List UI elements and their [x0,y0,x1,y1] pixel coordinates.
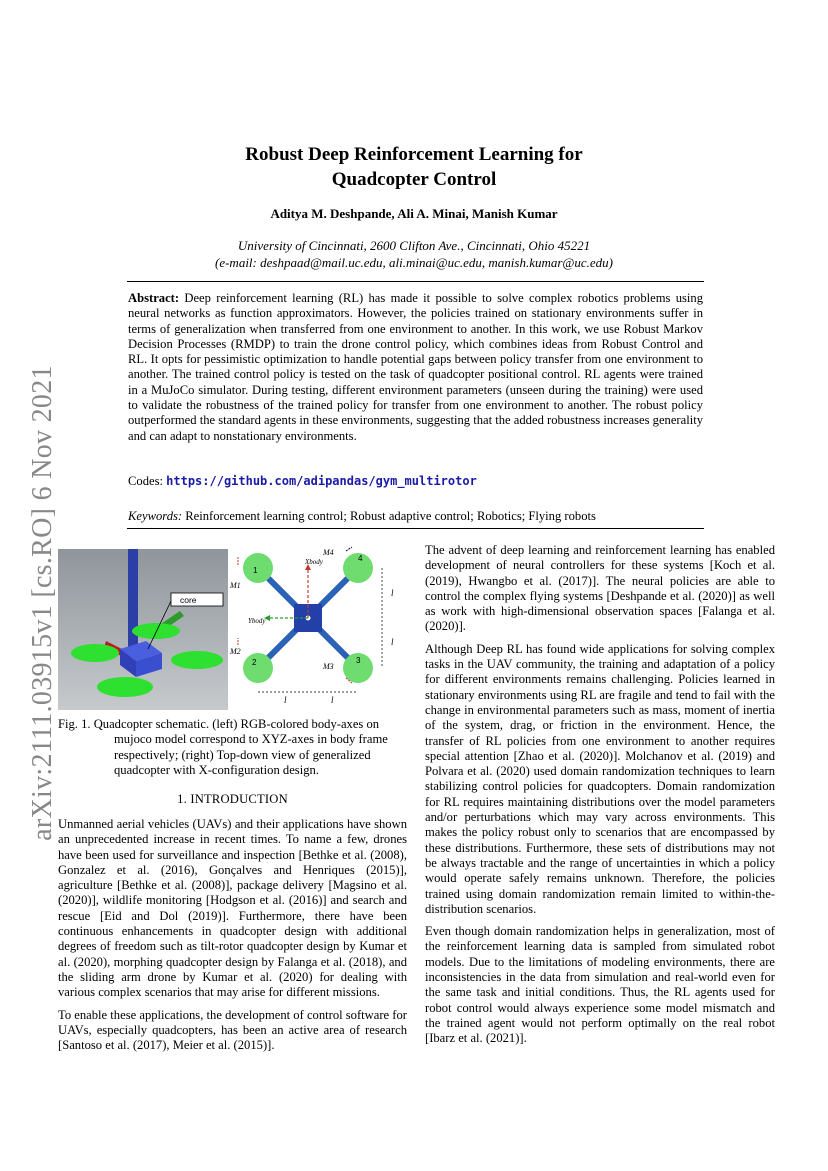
rotor-2 [243,653,273,683]
rotor-front-right [171,651,223,669]
github-link[interactable]: https://github.com/adipandas/gym_multirotor [166,474,477,488]
author-list: Aditya M. Deshpande, Ali A. Minai, Manish Kumar [270,206,558,221]
abstract [128,291,703,444]
title-line-1: Robust Deep Reinforcement Learning for [245,144,583,165]
rotor-number-4: 4 [358,554,363,563]
rotor-back-right [132,623,180,639]
left-column [58,817,407,1060]
rotor-number-3: 3 [356,656,361,665]
email-list: (e-mail: deshpaad@mail.uc.edu, ali.minai@uc.edu, manish.kumar@uc.edu) [215,255,613,270]
motor-label-m1: M1 [230,581,241,590]
length-label-right: l [331,695,334,705]
right-paragraph-2: Although Deep RL has found wide applications for solving complex tasks in the UAV community, the training and adaptation of a policy for different environments remains challenging. Policies learned in stationary environments using RL are fragile and tend to fail with the change in environmental parameters such as mass, moment of inertia of the system, drag, or friction in the environment. Hence, the transfer of RL policies from one environment to another requires special attention [Zhao et al. (2020)]. Molchanov et al. (2019) and Polvara et al. (2020) used domain randomization techniques to learn stabilizing control policies for quadcopters. Domain randomization for RL requires maintaining distributions over the model parameters and/or perturbations which may vary across environments. This makes the policy robust only to scenarios that are encompassed by these distributions. Furthermore, these sets of distributions may not be always tractable and the range of uncertainties in which a policy would operate safely remains unknown. Therefore, the policies trained using domain randomization remain limited to within-the-distribution scenarios. [425,641,775,916]
rotor-number-2: 2 [252,658,257,667]
intro-paragraph-1: Unmanned aerial vehicles (UAVs) and their applications have shown an unprecedented increase in recent times. To name a few, drones have been used for surveillance and inspection [Bethke et al. (2008), Gonzalez et al. (2016), Gonçalves and Henriques (2015)], agriculture [Bethke et al. (2008)], package delivery [Magsino et al. (2020)], wildlife monitoring [Hodgson et al. (2016)] and search and rescue [Eid and Dol (2019)]. Furthermore, there have been continuous enhancements in quadcopter design with additional degrees of freedom such as tilt-rotor quadcopter design by Kumar et al. (2020), morphing quadcopter design by Falanga et al. (2018), and the sliding arm drone by Kumar et al. (2020) for dealing with various complex scenarios that may arise for different missions. [58,817,407,1000]
caption-text: Quadcopter schematic. (left) RGB-colored body-axes on mujoco model correspond to XYZ-axes in body frame respectively; (right) Top-down view of generalized quadcopter with X-configuration design. [93,717,388,777]
rotor-back-left [71,644,119,662]
affiliation-block [0,237,828,271]
length-label-upper: l [391,588,394,598]
motor-label-m3: M3 [323,662,334,671]
keywords-line [128,509,596,524]
length-label-lower: l [391,637,394,647]
top-rule [127,281,704,282]
codes-label: Codes: [128,474,163,488]
arxiv-id-text: arXiv:2111.03915v1 [cs.RO] 6 Nov 2021 [27,364,58,841]
rotor-1 [243,553,273,583]
intro-paragraph-2: To enable these applications, the development of control software for UAVs, especially quadcopters, has been an active area of research [Santoso et al. (2017), Meier et al. (2015)]. [58,1007,407,1053]
arxiv-identifier [24,365,62,840]
section-heading: 1. INTRODUCTION [177,792,288,806]
y-body-label: Ybody [248,617,266,625]
rotor-front-left [97,677,153,697]
motor-label-m4: M4 [323,548,334,557]
x-body-label: Xbody [305,558,323,566]
quadcopter-render [58,549,228,710]
z-axis-bar [128,549,138,657]
quadcopter-schematic [228,543,409,705]
right-column [425,543,775,1054]
right-paragraph-3: Even though domain randomization helps in generalization, most of the reinforcement learning data is sampled from simulated robot models. Due to the limitations of modeling environments, there are inconsistencies in the data from simulation and real-world even for the same task and initial conditions. Thus, the RL agents used for robot control would always experience some model mismatch and the trained agent would not perform optimally on the real robot [Ibarz et al. (2021)]. [425,924,775,1046]
motor-label-m2: M2 [230,647,241,656]
bottom-rule [127,528,704,529]
core-label: core [180,595,197,605]
right-paragraph-1: The advent of deep learning and reinforcement learning has enabled development of neural controllers for these systems [Koch et al. (2019), Hwangbo et al. (2017)]. The neural policies are able to control the complex flying systems [Deshpande et al. (2020)] as well as work with high-dimensional observation spaces [Falanga et al. (2020)]. [425,543,775,634]
m4-spin-arrow [346,547,352,551]
keywords-label: Keywords: [128,509,183,523]
rotor-number-1: 1 [253,566,258,575]
length-label-left: l [284,695,287,705]
codes-line [128,474,477,489]
abstract-label: Abstract: [128,291,180,305]
title-line-2: Quadcopter Control [331,169,497,190]
paper-title [0,142,828,192]
affiliation: University of Cincinnati, 2600 Clifton Ave., Cincinnati, Ohio 45221 [237,238,591,253]
core-label-box [171,593,223,606]
keywords-text: Reinforcement learning control; Robust adaptive control; Robotics; Flying robots [185,509,596,523]
caption-label: Fig. 1. [58,717,91,731]
figure-caption [58,717,407,778]
abstract-text: Deep reinforcement learning (RL) has made it possible to solve complex robotics problems using neural networks as function approximators. However, the policies trained on stationary environments suffer in terms of generalization when transferred from one environment to another. In this work, we use Robust Markov Decision Processes (RMDP) to train the drone control policy, which combines ideas from Robust Control and RL. It opts for pessimistic optimization to handle potential gaps between policy transfer from one environment to another. The trained control policy is tested on the task of quadcopter positional control. RL agents were trained in a MuJoCo simulator. During testing, different environment parameters (unseen during the training) were used to validate the robustness of the trained policy for transfer from one environment to another. The robust policy outperformed the standard agents in these environments, suggesting that the added robustness increases generality and can adapt to nonstationary environments. [128,291,704,443]
